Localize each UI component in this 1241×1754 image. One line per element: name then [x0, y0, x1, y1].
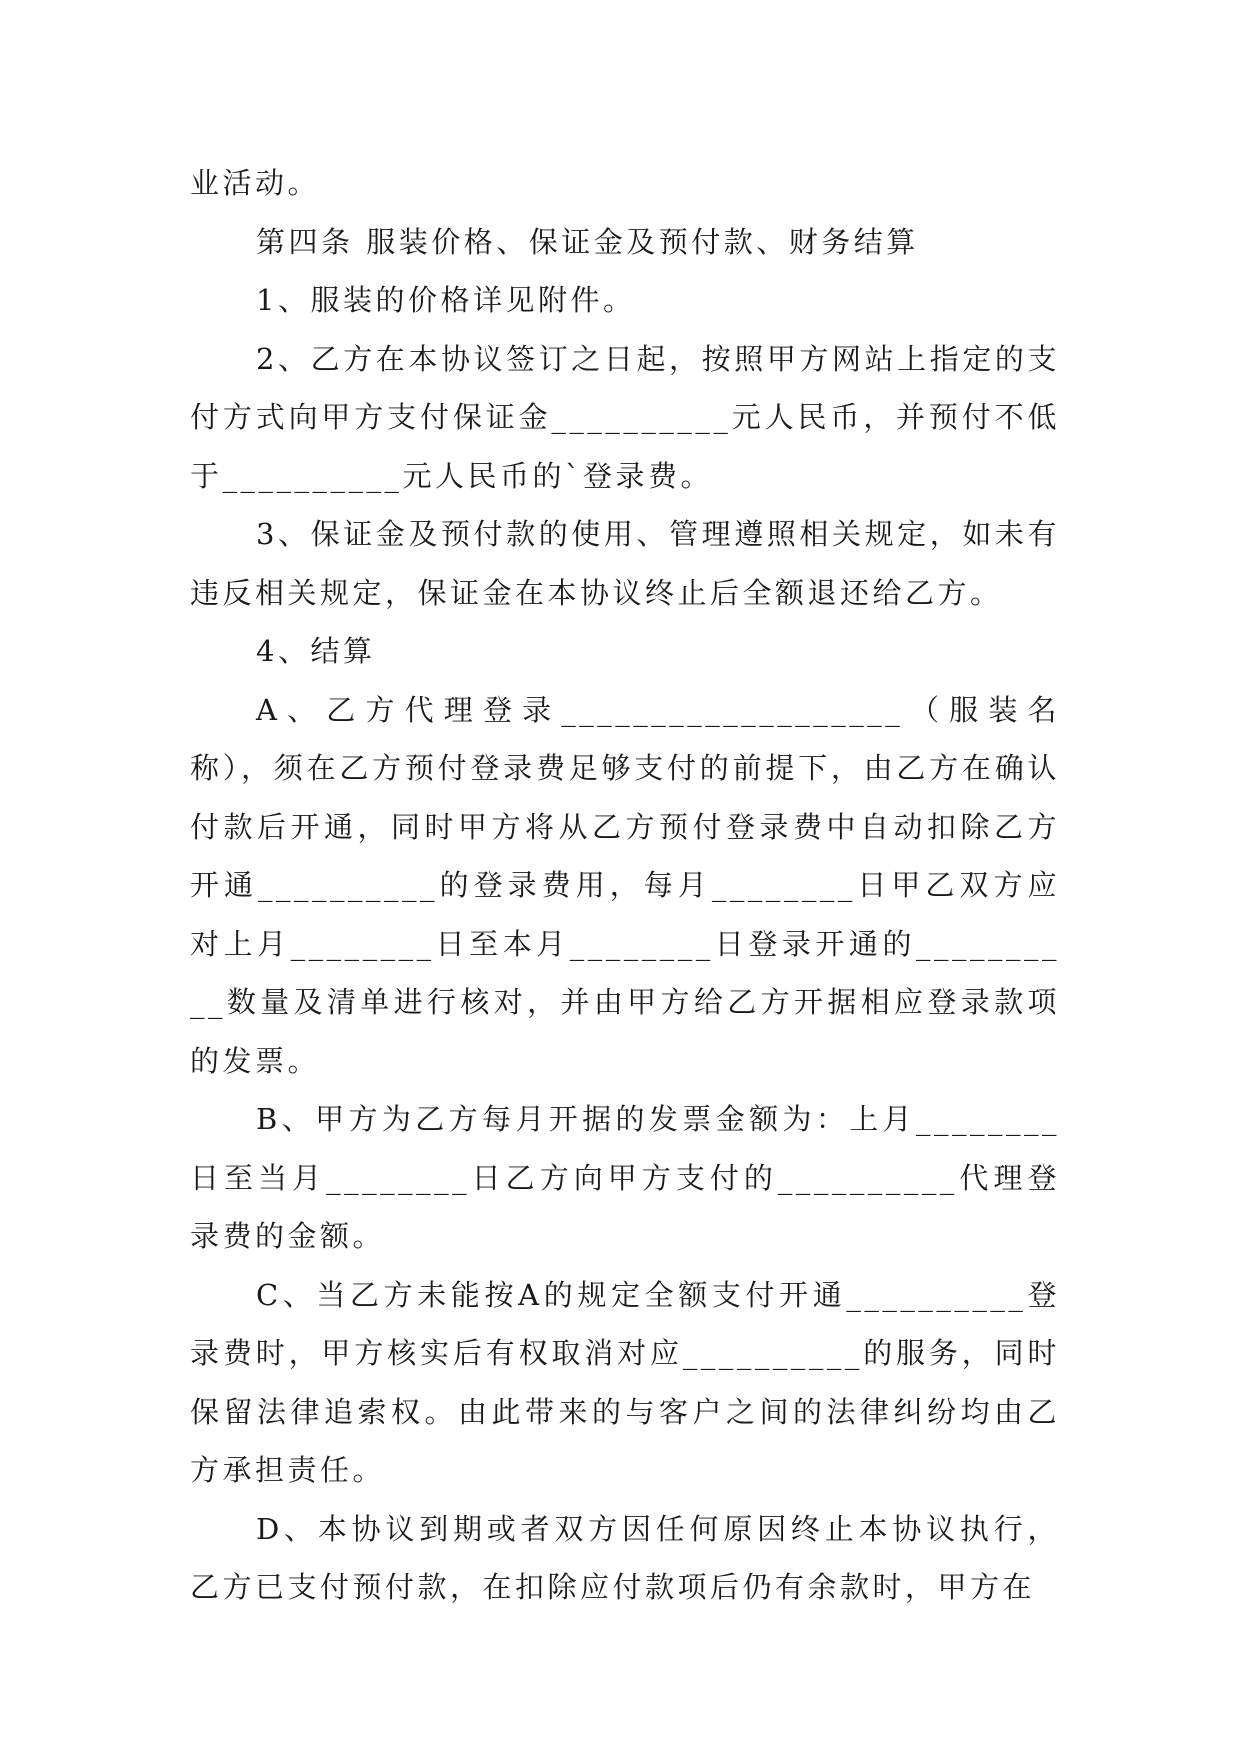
clause-4a: A、乙方代理登录___________________（服装名称），须在乙方预付登录费足够支付的前提下，由乙方在确认付款后开通，同时甲方将从乙方预付登录费中自动扣除乙方开通__________的登录费用，每月________日甲乙双方应对上月________日至本月________日登录开通的__________数量及清单进行核对，并由甲方给乙方开据相应登录款项的发票。 [190, 692, 1060, 1078]
clause-4d: D、本协议到期或者双方因任何原因终止本协议执行，乙方已支付预付款，在扣除应付款项后仍有余款时，甲方在 [190, 1511, 1060, 1604]
paragraph-continuation: 业活动。 [190, 166, 321, 200]
document-body [190, 154, 1060, 1617]
clause-4b: B、甲方为乙方每月开据的发票金额为：上月________日至当月________日乙方向甲方支付的__________代理登录费的金额。 [190, 1102, 1060, 1253]
clause-3: 3、保证金及预付款的使用、管理遵照相关规定，如未有违反相关规定，保证金在本协议终止后全额退还给乙方。 [190, 517, 1060, 610]
clause-4-heading: 4、结算 [256, 634, 376, 668]
clause-2: 2、乙方在本协议签订之日起，按照甲方网站上指定的支付方式向甲方支付保证金__________元人民币，并预付不低于__________元人民币的`登录费。 [190, 341, 1060, 493]
clause-1: 1、服装的价格详见附件。 [256, 283, 636, 317]
article-heading: 第四条 服装价格、保证金及预付款、财务结算 [256, 224, 919, 259]
clause-4c: C、当乙方未能按A的规定全额支付开通__________登录费时，甲方核实后有权取消对应__________的服务，同时保留法律追索权。由此带来的与客户之间的法律纠纷均由乙方承担责任。 [190, 1277, 1060, 1487]
